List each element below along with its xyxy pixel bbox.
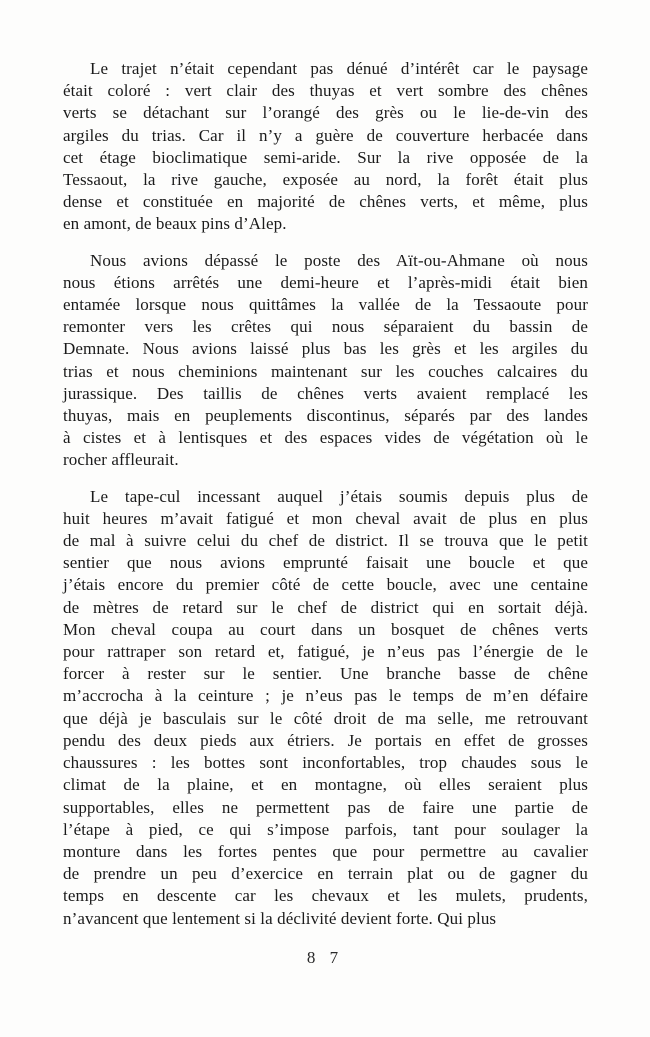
text-line: remonter vers les crêtes qui nous séparaient du bassin de xyxy=(63,317,588,337)
text-line: trias et nous cheminions maintenant sur les couches calcaires du xyxy=(63,361,588,381)
text-line: en amont, de beaux pins d’Alep. xyxy=(63,214,287,234)
text-line: de mètres de retard sur le chef de district qui en sortait déjà. xyxy=(63,597,588,617)
text-line: jurassique. Des taillis de chênes verts avaient remplacé les xyxy=(63,383,588,403)
text-line: verts se détachant sur l’orangé des grès ou le lie-de-vin des xyxy=(63,103,588,123)
text-line: n’avancent que lentement si la déclivité devient forte. Qui plus xyxy=(63,908,497,928)
text-line: à cistes et à lentisques et des espaces vides de végétation où le xyxy=(63,428,588,448)
text-line: Le trajet n’était cependant pas dénué d’intérêt car le paysage xyxy=(90,59,588,78)
text-line: m’accrocha à la ceinture ; je n’eus pas le temps de m’en défaire xyxy=(63,686,588,706)
text-line: thuyas, mais en peuplements discontinus, séparés par des landes xyxy=(63,406,588,426)
text-line: de mal à suivre celui du chef de district. Il se trouva que le petit xyxy=(63,531,588,551)
text-line: pour rattraper son retard et, fatigué, je n’eus pas l’énergie de le xyxy=(63,642,588,662)
text-line: Demnate. Nous avions laissé plus bas les grès et les argiles du xyxy=(63,339,588,359)
text-line: sentier que nous avions emprunté faisait une boucle et que xyxy=(63,553,588,573)
text-line: Le tape-cul incessant auquel j’étais soumis depuis plus de xyxy=(90,486,588,506)
text-line: dense et constituée en majorité de chênes verts, et même, plus xyxy=(63,192,588,212)
text-line: Nous avions dépassé le poste des Aït-ou-Ahmane où nous xyxy=(90,250,588,270)
text-line: nous étions arrêtés une demi-heure et l’après-midi était bien xyxy=(63,272,588,292)
text-line: forcer à rester sur le sentier. Une branche basse de chêne xyxy=(63,664,588,684)
text-line: cet étage bioclimatique semi-aride. Sur la rive opposée de la xyxy=(63,147,588,167)
text-line: Tessaout, la rive gauche, exposée au nord, la forêt était plus xyxy=(63,170,588,190)
text-line: huit heures m’avait fatigué et mon cheval avait de plus en plus xyxy=(63,508,588,528)
text-line: monture dans les fortes pentes que pour permettre au cavalier xyxy=(63,841,588,861)
text-line: argiles du trias. Car il n’y a guère de couverture herbacée dans xyxy=(63,125,588,145)
text-line: pendu des deux pieds aux étriers. Je portais en effet de grosses xyxy=(63,730,588,750)
text-line: supportables, elles ne permettent pas de faire une partie de xyxy=(63,797,588,817)
page-number: 8 7 xyxy=(306,948,344,967)
text-line: climat de la plaine, et en montagne, où elles seraient plus xyxy=(63,775,588,795)
text-line: que déjà je basculais sur le côté droit de ma selle, me retrouvant xyxy=(63,708,588,728)
text-line: de prendre un peu d’exercice en terrain plat ou de gagner du xyxy=(63,864,588,884)
text-line: était coloré : vert clair des thuyas et vert sombre des chênes xyxy=(63,81,588,101)
paragraph xyxy=(63,486,588,930)
text-line: rocher affleurait. xyxy=(63,450,179,470)
text-line: j’étais encore du premier côté de cette boucle, avec une centaine xyxy=(63,575,588,595)
paragraph xyxy=(63,250,588,472)
text-line: entamée lorsque nous quittâmes la vallée de la Tessaoute pour xyxy=(63,295,588,315)
text-line: temps en descente car les chevaux et les mulets, prudents, xyxy=(63,886,588,906)
text-line: chaussures : les bottes sont inconfortables, trop chaudes sous le xyxy=(63,753,588,773)
paragraph xyxy=(63,58,588,236)
text-line: l’étape à pied, ce qui s’impose parfois, tant pour soulager la xyxy=(63,819,588,839)
page-text xyxy=(63,58,588,944)
text-line: Mon cheval coupa au court dans un bosquet de chênes verts xyxy=(63,619,588,639)
